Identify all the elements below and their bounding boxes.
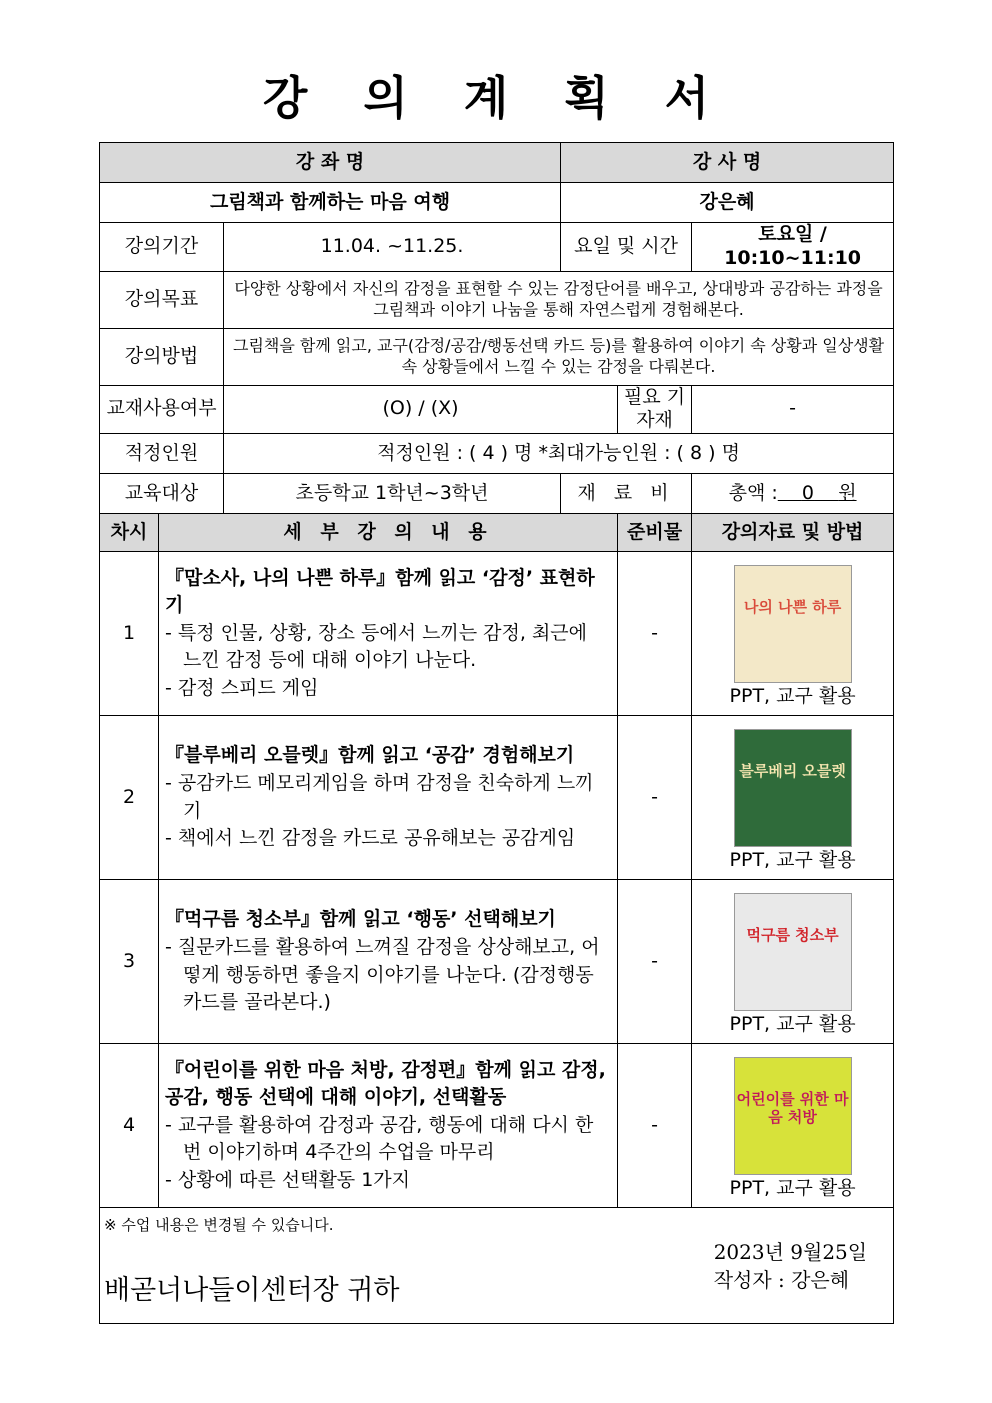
fee-label: 재 료 비 xyxy=(561,474,692,514)
material-label: PPT, 교구 활용 xyxy=(729,684,856,707)
method-label: 강의방법 xyxy=(100,328,224,385)
session-material xyxy=(692,716,894,880)
period-label: 강의기간 xyxy=(100,223,224,272)
session-content xyxy=(159,880,618,1044)
target-value: 초등학교 1학년~3학년 xyxy=(224,474,561,514)
session-row xyxy=(100,716,894,880)
method-text: 그림책을 함께 읽고, 교구(감정/공감/행동선택 카드 등)를 활용하여 이야기 속 상황과 일상생활 속 상황들에서 느낄 수 있는 감정을 다뤄본다. xyxy=(224,328,894,385)
book-cover-image xyxy=(734,729,852,847)
day-time-value: 토요일 / 10:10~11:10 xyxy=(692,223,894,272)
signature-block xyxy=(714,1238,867,1294)
session-material xyxy=(692,880,894,1044)
session-item: - 상황에 따른 선택활동 1가지 xyxy=(165,1168,410,1191)
instructor-label: 강 사 명 xyxy=(561,143,894,183)
instructor-name-value: 강은혜 xyxy=(561,183,894,223)
session-no: 4 xyxy=(100,1044,159,1208)
session-content xyxy=(159,552,618,716)
change-notice: ※ 수업 내용은 변경될 수 있습니다. xyxy=(104,1216,334,1234)
session-row xyxy=(100,880,894,1044)
session-prep: - xyxy=(618,552,692,716)
course-name-value: 그림책과 함께하는 마음 여행 xyxy=(100,183,561,223)
textbook-label: 교재사용여부 xyxy=(100,385,224,434)
session-item: - 공감카드 메모리게임을 하며 감정을 친숙하게 느끼기 xyxy=(165,771,594,822)
book-cover-title: 블루베리 오믈렛 xyxy=(739,761,846,780)
footer xyxy=(100,1208,894,1324)
session-material-header: 강의자료 및 방법 xyxy=(692,514,894,552)
book-cover-title: 먹구름 청소부 xyxy=(746,925,839,944)
addressee: 배곧너나들이센터장 귀하 xyxy=(104,1275,400,1306)
session-prep: - xyxy=(618,1044,692,1208)
book-cover-image xyxy=(734,893,852,1011)
plan-form xyxy=(99,142,893,1324)
fee-amount: 0 xyxy=(801,481,815,504)
course-name-label: 강 좌 명 xyxy=(100,143,561,183)
equipment-label: 필요 기자재 xyxy=(618,385,692,434)
target-label: 교육대상 xyxy=(100,474,224,514)
session-no: 3 xyxy=(100,880,159,1044)
session-prep: - xyxy=(618,716,692,880)
session-material xyxy=(692,552,894,716)
fee-prefix: 총액 : xyxy=(728,481,778,504)
purpose-text: 다양한 상황에서 자신의 감정을 표현할 수 있는 감정단어를 배우고, 상대방과 공감하는 과정을 그림책과 이야기 나눔을 통해 자연스럽게 경험해본다. xyxy=(224,271,894,328)
session-item: - 질문카드를 활용하여 느껴질 감정을 상상해보고, 어떻게 행동하면 좋을지 이야기를 나눈다. (감정행동카드를 골라본다.) xyxy=(165,935,600,1014)
session-content xyxy=(159,716,618,880)
session-row xyxy=(100,552,894,716)
session-no: 1 xyxy=(100,552,159,716)
textbook-value: (O) / (X) xyxy=(224,385,618,434)
day-time-label: 요일 및 시간 xyxy=(561,223,692,272)
fee-unit: 원 xyxy=(838,481,857,504)
session-content xyxy=(159,1044,618,1208)
session-item: - 교구를 활용하여 감정과 공감, 행동에 대해 다시 한 번 이야기하며 4주간의 수업을 마무리 xyxy=(165,1113,594,1164)
book-cover-image xyxy=(734,565,852,683)
fee-value xyxy=(692,474,894,514)
session-material xyxy=(692,1044,894,1208)
book-cover-title: 나의 나쁜 하루 xyxy=(743,597,842,616)
material-label: PPT, 교구 활용 xyxy=(729,1012,856,1035)
session-title: 『어린이를 위한 마음 처방, 감정편』함께 읽고 감정, 공감, 행동 선택에 대해 이야기, 선택활동 xyxy=(165,1058,606,1109)
material-label: PPT, 교구 활용 xyxy=(729,848,856,871)
session-no-header: 차시 xyxy=(100,514,159,552)
fee-amount-blank xyxy=(778,482,857,504)
purpose-label: 강의목표 xyxy=(100,271,224,328)
equipment-value: - xyxy=(692,385,894,434)
session-title: 『맙소사, 나의 나쁜 하루』함께 읽고 ‘감정’ 표현하기 xyxy=(165,566,595,617)
session-list xyxy=(100,552,894,1208)
capacity-value: 적정인원 : ( 4 ) 명 *최대가능인원 : ( 8 ) 명 xyxy=(224,434,894,474)
session-item: - 감정 스피드 게임 xyxy=(165,676,319,699)
session-title: 『블루베리 오믈렛』함께 읽고 ‘공감’ 경험해보기 xyxy=(165,744,575,767)
page-title: 강 의 계 획 서 xyxy=(262,71,730,125)
session-no: 2 xyxy=(100,716,159,880)
plan-table xyxy=(99,142,894,1324)
session-item: - 책에서 느낀 감정을 카드로 공유해보는 공감게임 xyxy=(165,827,576,850)
written-date: 2023년 9월25일 xyxy=(713,1240,868,1264)
book-cover-title: 어린이를 위한 마음 처방 xyxy=(736,1089,849,1127)
capacity-label: 적정인원 xyxy=(100,434,224,474)
session-item: - 특정 인물, 상황, 장소 등에서 느끼는 감정, 최근에 느낀 감정 등에 대해 이야기 나눈다. xyxy=(165,621,588,672)
period-value: 11.04. ~11.25. xyxy=(224,223,561,272)
material-label: PPT, 교구 활용 xyxy=(729,1176,856,1199)
author: 작성자 : 강은혜 xyxy=(713,1268,850,1292)
book-cover-image xyxy=(734,1057,852,1175)
session-title: 『먹구름 청소부』함께 읽고 ‘행동’ 선택해보기 xyxy=(165,908,556,931)
session-prep-header: 준비물 xyxy=(618,514,692,552)
session-row xyxy=(100,1044,894,1208)
session-content-header: 세 부 강 의 내 용 xyxy=(159,514,618,552)
session-prep: - xyxy=(618,880,692,1044)
